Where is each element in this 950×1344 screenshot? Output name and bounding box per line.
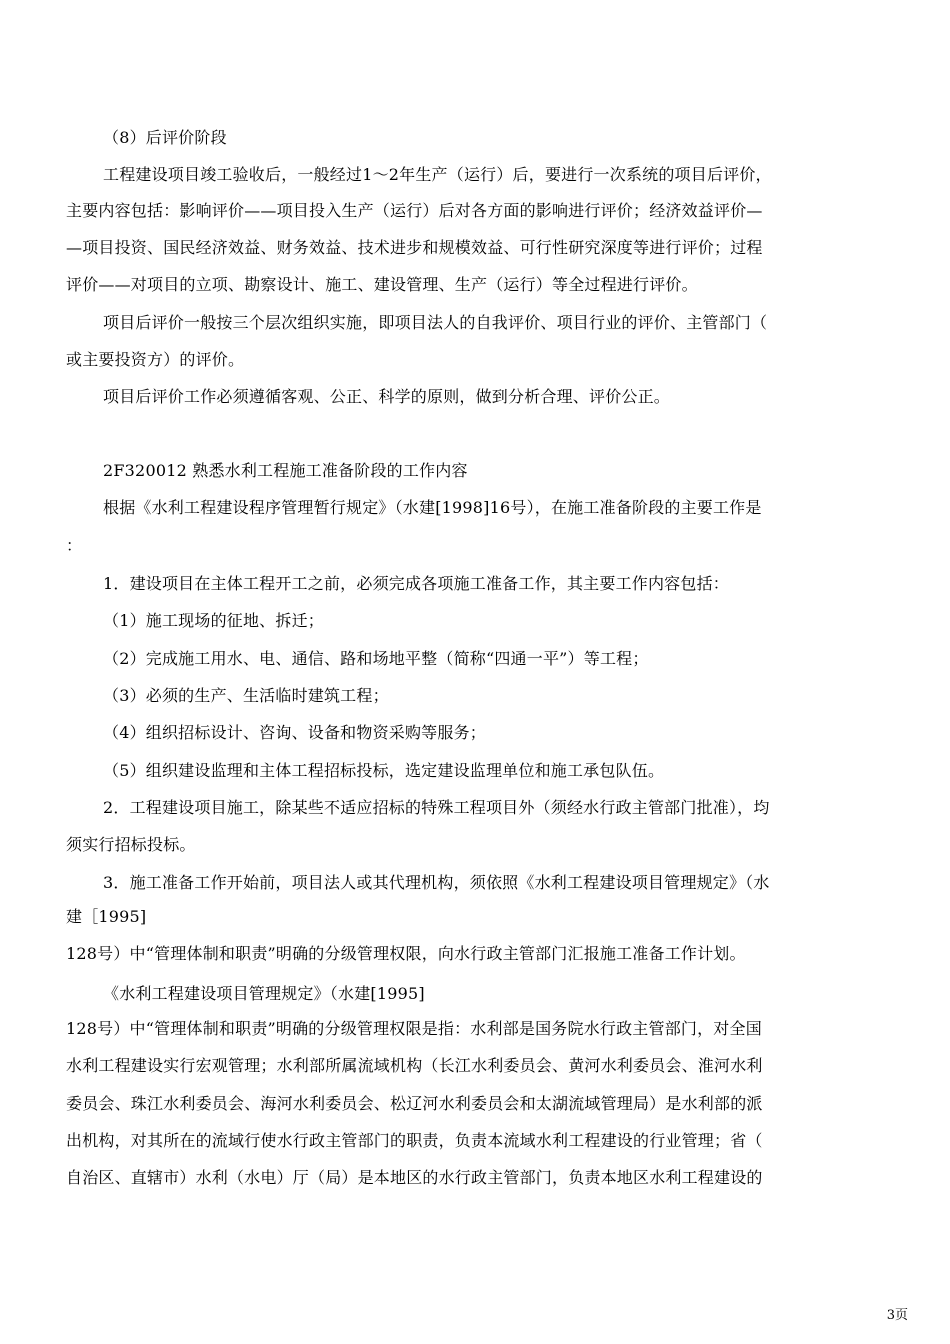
paragraph-line: 根据《水利工程建设程序管理暂行规定》（水建[1998]16号），在施工准备阶段的主要工作是 [103, 498, 762, 517]
paragraph-line: 工程建设项目竣工验收后，一般经过1～2年生产（运行）后，要进行一次系统的项目后评价， [103, 165, 772, 184]
list-item: （2）完成施工用水、电、通信、路和场地平整（简称“四通一平”）等工程； [103, 649, 649, 668]
paragraph-line: —项目投资、国民经济效益、财务效益、技术进步和规模效益、可行性研究深度等进行评价；过程 [66, 238, 763, 257]
list-item: 2．工程建设项目施工，除某些不适应招标的特殊工程项目外（须经水行政主管部门批准），均 [103, 798, 770, 817]
paragraph-line: 水利工程建设实行宏观管理；水利部所属流域机构（长江水利委员会、黄河水利委员会、淮河水利 [66, 1056, 763, 1075]
paragraph-line: 项目后评价一般按三个层次组织实施，即项目法人的自我评价、项目行业的评价、主管部门（ [103, 313, 768, 332]
paragraph-line: ： [66, 536, 83, 555]
paragraph-line: 建［1995] [66, 907, 147, 926]
paragraph-line: 评价——对项目的立项、勘察设计、施工、建设管理、生产（运行）等全过程进行评价。 [66, 275, 698, 294]
paragraph-line: 自治区、直辖市）水利（水电）厅（局）是本地区的水行政主管部门，负责本地区水利工程建设的 [66, 1168, 763, 1187]
list-item: （3）必须的生产、生活临时建筑工程； [103, 686, 389, 705]
paragraph-line: 《水利工程建设项目管理规定》（水建[1995] [103, 984, 425, 1003]
paragraph-line: 委员会、珠江水利委员会、海河水利委员会、松辽河水利委员会和太湖流域管理局）是水利部的派 [66, 1094, 763, 1113]
paragraph-line: 或主要投资方）的评价。 [66, 350, 245, 369]
list-item: （1）施工现场的征地、拆迁； [103, 611, 324, 630]
paragraph-line: 主要内容包括：影响评价——项目投入生产（运行）后对各方面的影响进行评价；经济效益评价— [66, 201, 763, 220]
page-number: 3页 [886, 1308, 908, 1323]
section-heading: 2F320012 熟悉水利工程施工准备阶段的工作内容 [103, 461, 468, 480]
paragraph-line: 128号）中“管理体制和职责”明确的分级管理权限是指：水利部是国务院水行政主管部门，对全国 [66, 1019, 762, 1038]
paragraph-line: 项目后评价工作必须遵循客观、公正、科学的原则，做到分析合理、评价公正。 [103, 387, 671, 406]
paragraph-line: 出机构，对其所在的流域行使水行政主管部门的职责，负责本流域水利工程建设的行业管理；省（ [66, 1131, 763, 1150]
paragraph-line: 128号）中“管理体制和职责”明确的分级管理权限，向水行政主管部门汇报施工准备工作计划。 [66, 944, 746, 963]
list-item: （4）组织招标设计、咨询、设备和物资采购等服务； [103, 723, 486, 742]
paragraph-line: 须实行招标投标。 [66, 835, 196, 854]
list-item: 3．施工准备工作开始前，项目法人或其代理机构，须依照《水利工程建设项目管理规定》（水 [103, 873, 770, 892]
section-heading: （8）后评价阶段 [103, 128, 227, 147]
list-item: 1．建设项目在主体工程开工之前，必须完成各项施工准备工作，其主要工作内容包括： [103, 574, 729, 593]
list-item: （5）组织建设监理和主体工程招标投标，选定建设监理单位和施工承包队伍。 [103, 761, 665, 780]
